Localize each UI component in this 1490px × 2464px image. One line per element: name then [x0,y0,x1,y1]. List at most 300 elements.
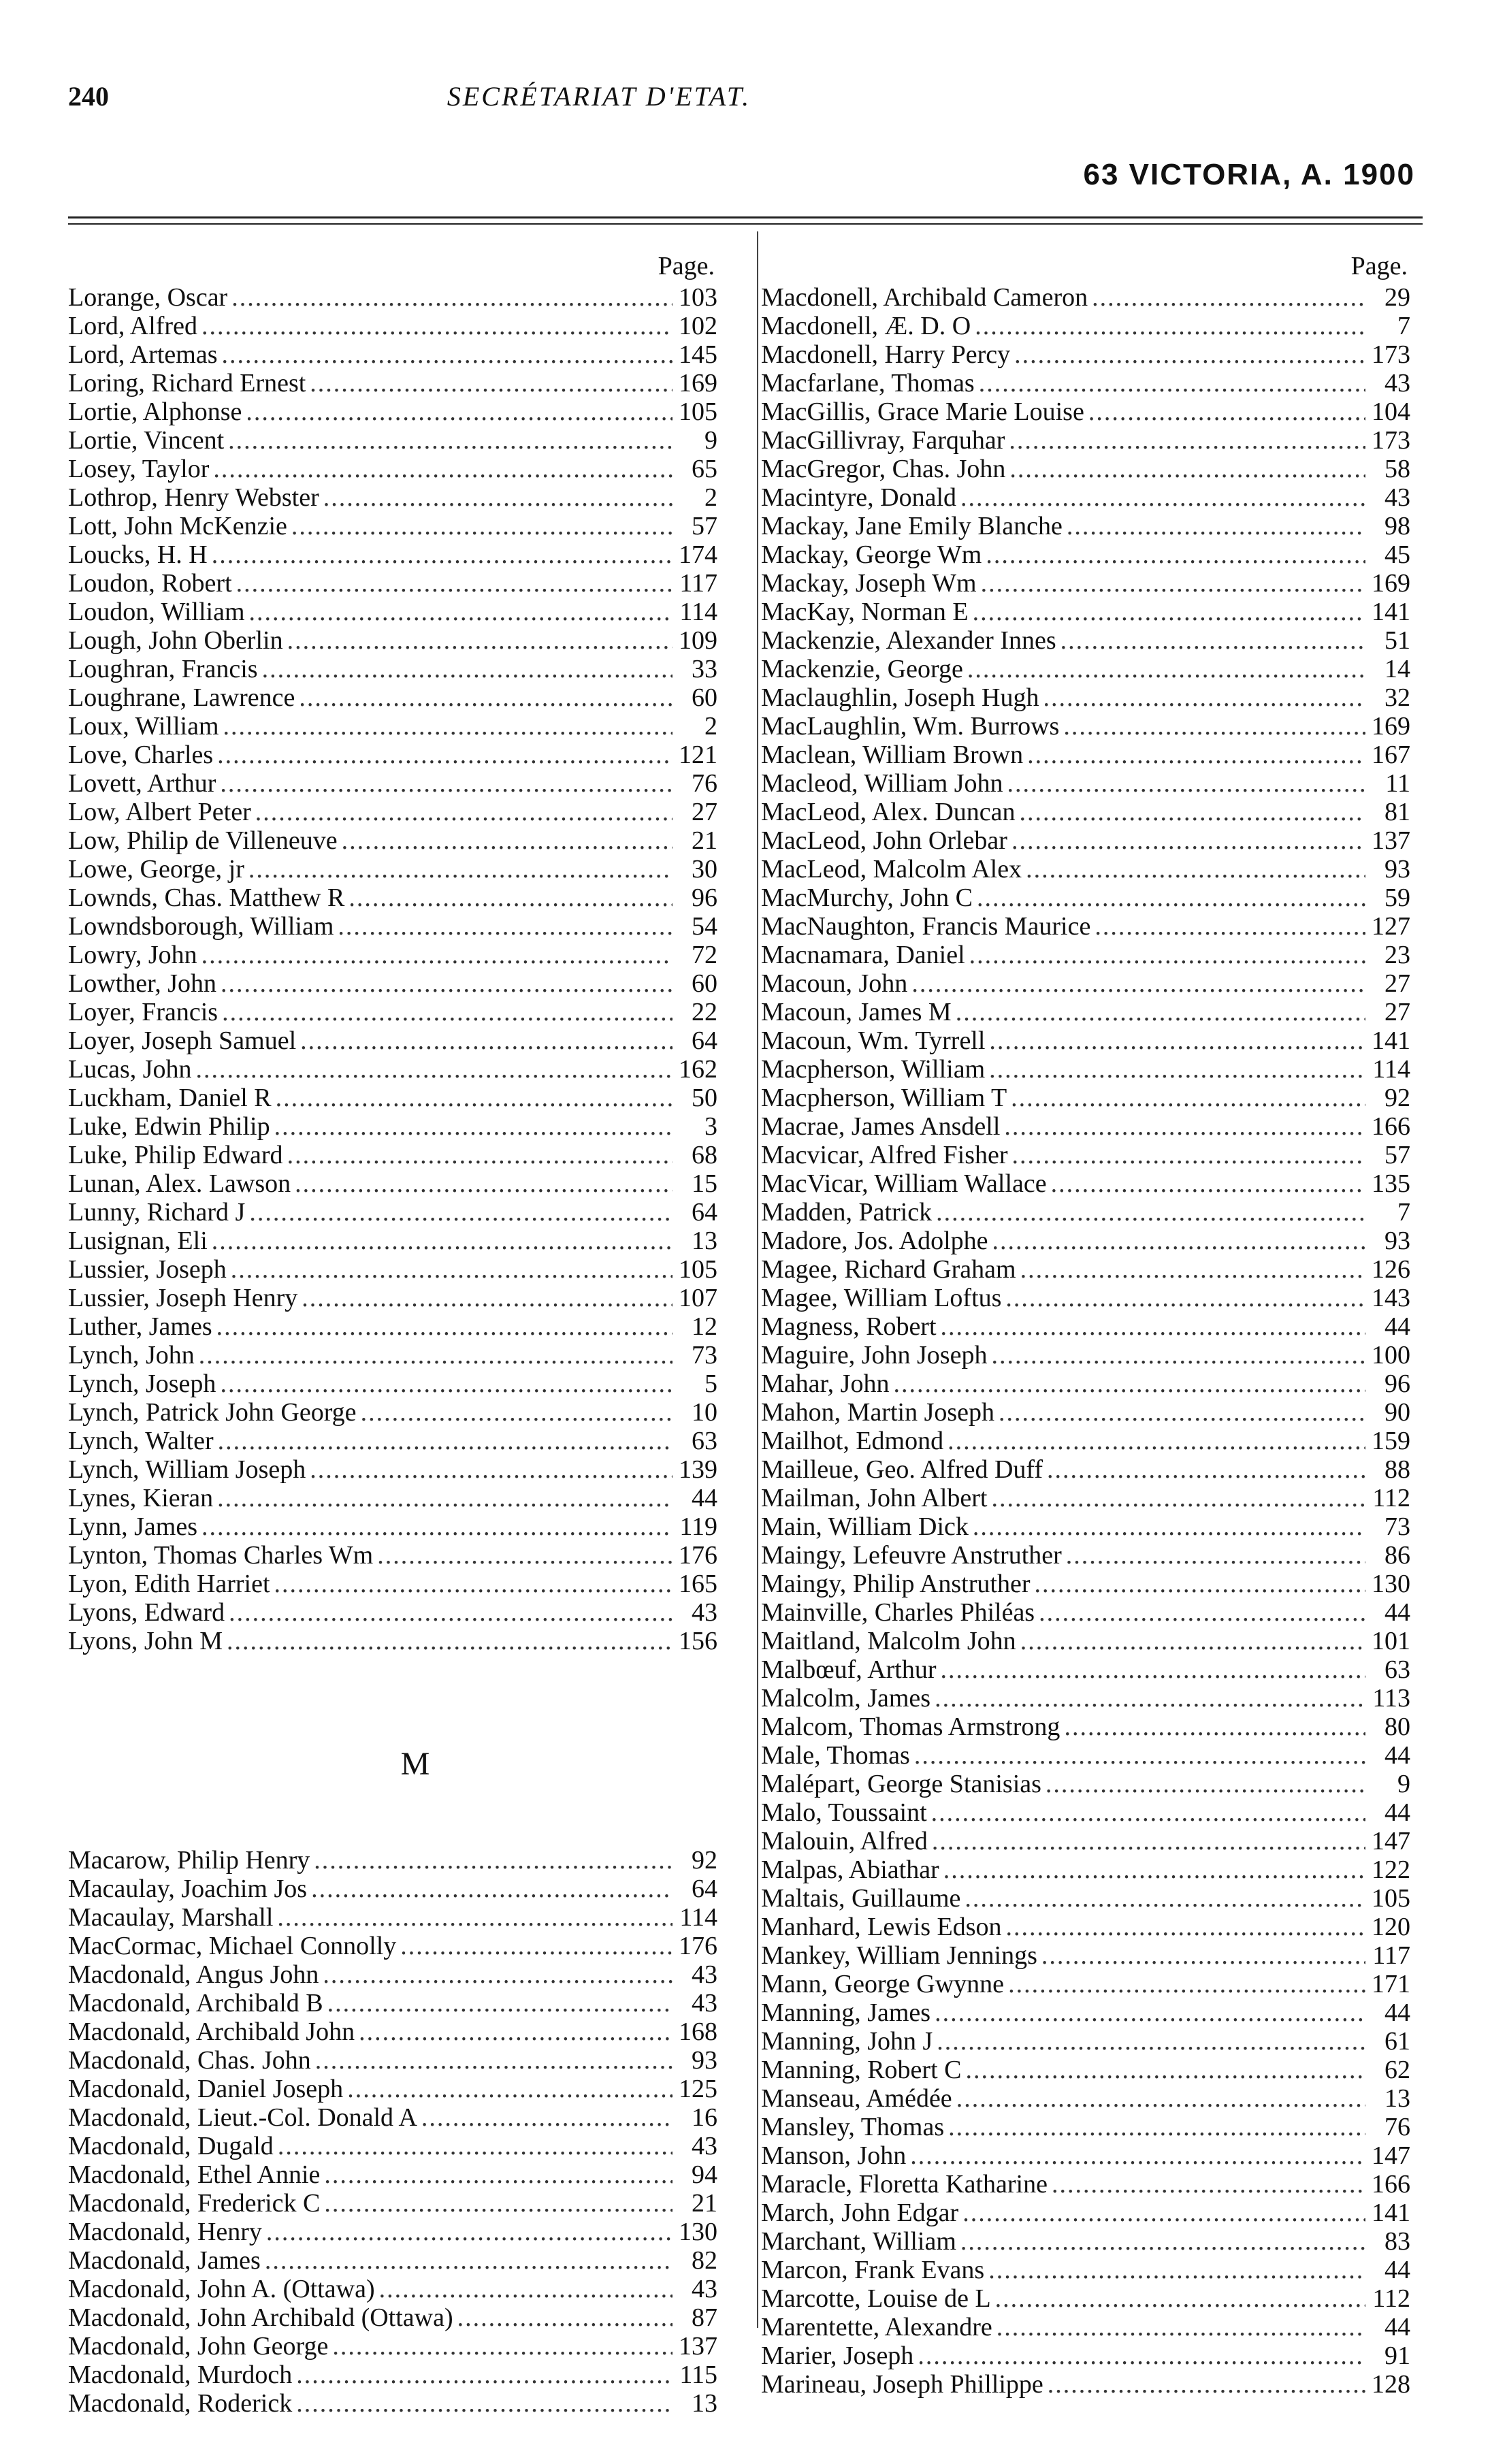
entry-name: Loudon, Robert [68,569,232,598]
entry-page-number: 27 [692,798,717,826]
entry-name: Luke, Philip Edward [68,1141,283,1169]
dot-leader [222,998,673,1026]
index-entry [761,1655,1414,1684]
index-entry [761,1084,1414,1112]
entry-name: Lott, John McKenzie [68,512,287,540]
index-entry [761,626,1414,655]
dot-leader [212,540,673,569]
entry-name: Lowndsborough, William [68,912,334,941]
entry-name: Lough, John Oberlin [68,626,283,655]
entry-name: Macoun, Wm. Tyrrell [761,1026,986,1055]
dot-leader [965,1884,1365,1913]
entry-page-number: 63 [1384,1655,1410,1684]
entry-page-number: 80 [1384,1713,1410,1741]
dot-leader [266,2218,673,2246]
index-entry [761,283,1414,312]
entry-name: Macarow, Philip Henry [68,1846,310,1875]
entry-page-number: 64 [692,1026,717,1055]
entry-page-number: 44 [1384,1998,1410,2027]
entry-page-number: 115 [679,2361,717,2389]
index-entry [761,1713,1414,1741]
entry-page-number: 167 [1372,741,1410,769]
index-entry [68,1960,722,1989]
entry-page-number: 171 [1372,1970,1410,1998]
entry-page-number: 130 [679,2218,717,2246]
entry-name: Malbœuf, Arthur [761,1655,937,1684]
index-entry [68,1512,722,1541]
entry-name: Macdonald, Daniel Joseph [68,2075,344,2103]
index-entry [761,483,1414,512]
entry-name: Malo, Toussaint [761,1798,927,1827]
index-entry [761,2284,1414,2313]
entry-name: Macoun, John [761,969,908,998]
entry-name: Macdonald, Archibald B [68,1989,323,2017]
dot-leader [400,1932,673,1960]
entry-name: Lusignan, Eli [68,1227,208,1255]
entry-page-number: 76 [692,769,717,798]
index-entry [761,1798,1414,1827]
entry-page-number: 120 [1372,1913,1410,1941]
dot-leader [324,2160,673,2189]
entry-page-number: 65 [692,455,717,483]
index-column-right [761,249,1414,2399]
entry-page-number: 9 [704,426,717,455]
entry-name: Macdonald, Angus John [68,1960,319,1989]
entry-page-number: 2 [704,483,717,512]
entry-name: Macdonald, John A. (Ottawa) [68,2275,375,2303]
index-entry [761,655,1414,683]
index-entry [68,1541,722,1570]
index-entry [761,1913,1414,1941]
entry-page-number: 103 [679,283,717,312]
dot-leader [302,1284,673,1312]
entry-page-number: 43 [692,1960,717,1989]
dot-leader [995,2284,1365,2313]
page-column-label: Page. [1350,252,1408,280]
index-entry [761,2256,1414,2284]
entry-name: Lowe, George, jr [68,855,244,884]
dot-leader [967,655,1365,683]
dot-leader [231,1255,673,1284]
index-entry [761,2370,1414,2399]
entry-name: Macrae, James Ansdell [761,1112,1001,1141]
entry-page-number: 117 [679,569,717,598]
index-entry [68,340,722,369]
entry-name: Mahar, John [761,1369,890,1398]
entry-page-number: 54 [692,912,717,941]
dot-leader [932,1827,1365,1855]
entry-page-number: 114 [1372,1055,1410,1084]
dot-leader [911,969,1365,998]
dot-leader [311,1875,673,1903]
dot-leader [361,1398,673,1427]
entry-name: Macdonald, John George [68,2332,329,2361]
dot-leader [1092,283,1365,312]
index-entry [761,1341,1414,1369]
entry-name: Macdonald, Ethel Annie [68,2160,321,2189]
entry-page-number: 165 [679,1570,717,1598]
index-entry [68,483,722,512]
dot-leader [1043,683,1365,712]
index-entry [68,1341,722,1369]
entry-name: Macdonald, Henry [68,2218,262,2246]
dot-leader [327,1989,673,2017]
index-list-l [68,283,722,1655]
entry-name: Mackenzie, George [761,655,963,683]
dot-leader [931,1798,1365,1827]
dot-leader [914,1741,1365,1770]
entry-page-number: 93 [692,2046,717,2075]
page-number: 240 [68,81,109,112]
dot-leader [229,1598,673,1627]
entry-name: Manson, John [761,2141,907,2170]
entry-page-number: 5 [704,1369,717,1398]
dot-leader [1009,455,1365,483]
entry-name: Lynch, Walter [68,1427,214,1455]
index-entry [761,1227,1414,1255]
entry-name: Loughrane, Lawrence [68,683,295,712]
dot-leader [936,1198,1365,1227]
index-entry [68,1255,722,1284]
entry-page-number: 96 [692,884,717,912]
index-entry [761,741,1414,769]
dot-leader [1041,1941,1365,1970]
entry-name: Mann, George Gwynne [761,1970,1005,1998]
index-entry [761,941,1414,969]
index-entry [68,2332,722,2361]
index-entry [761,1369,1414,1398]
entry-name: Lyons, John M [68,1627,223,1655]
entry-page-number: 9 [1397,1770,1410,1798]
entry-page-number: 33 [692,655,717,683]
entry-page-number: 64 [692,1198,717,1227]
index-entry [761,2170,1414,2199]
entry-name: Loux, William [68,712,219,741]
index-list-right [761,283,1414,2399]
index-entry [761,1741,1414,1770]
index-entry [761,1312,1414,1341]
entry-name: Macnamara, Daniel [761,941,965,969]
index-entry [761,884,1414,912]
entry-page-number: 145 [679,340,717,369]
index-entry [761,1998,1414,2027]
dot-leader [262,655,673,683]
entry-page-number: 91 [1384,2341,1410,2370]
entry-name: Loring, Richard Ernest [68,369,306,398]
running-title: SECRÉTARIAT D'ETAT. [447,81,751,112]
dot-leader [1034,1570,1365,1598]
index-entry [761,1884,1414,1913]
dot-leader [1095,912,1365,941]
entry-name: March, John Edgar [761,2199,959,2227]
index-entry [761,426,1414,455]
entry-name: Macaulay, Joachim Jos [68,1875,308,1903]
entry-name: Lynch, William Joseph [68,1455,306,1484]
dot-leader [287,1141,673,1169]
index-entry [68,1227,722,1255]
index-entry [761,1255,1414,1284]
index-entry [68,2361,722,2389]
entry-name: Lynton, Thomas Charles Wm [68,1541,374,1570]
index-entry [761,855,1414,884]
entry-page-number: 126 [1372,1255,1410,1284]
dot-leader [1048,2370,1365,2399]
dot-leader [228,426,673,455]
entry-name: MacLeod, Malcolm Alex [761,855,1022,884]
index-entry [761,1427,1414,1455]
entry-name: Maguire, John Joseph [761,1341,988,1369]
entry-page-number: 44 [1384,2256,1410,2284]
entry-name: Manning, James [761,1998,931,2027]
index-entry [761,2341,1414,2370]
index-list-m [68,1846,722,2418]
entry-name: Macdonald, Chas. John [68,2046,311,2075]
entry-page-number: 156 [679,1627,717,1655]
dot-leader [296,2389,673,2418]
entry-name: Magee, William Loftus [761,1284,1002,1312]
dot-leader [359,2017,673,2046]
dot-leader [1004,1112,1365,1141]
entry-name: Maclean, William Brown [761,741,1024,769]
dot-leader [969,941,1365,969]
index-entry [761,1026,1414,1055]
entry-name: Marcon, Frank Evans [761,2256,985,2284]
entry-page-number: 3 [704,1112,717,1141]
index-entry [761,340,1414,369]
dot-leader [265,2246,673,2275]
entry-page-number: 11 [1385,769,1410,798]
entry-page-number: 64 [692,1875,717,1903]
entry-name: Lownds, Chas. Matthew R [68,884,345,912]
dot-leader [1027,741,1365,769]
dot-leader [274,1112,673,1141]
entry-page-number: 73 [1384,1512,1410,1541]
index-entry [68,912,722,941]
page-column-label: Page. [658,252,715,280]
index-entry [68,626,722,655]
index-entry [761,2056,1414,2084]
index-entry [68,1084,722,1112]
entry-page-number: 173 [1372,340,1410,369]
entry-page-number: 43 [692,2275,717,2303]
index-entry [68,1398,722,1427]
dot-leader [965,2056,1365,2084]
entry-page-number: 44 [1384,1312,1410,1341]
dot-leader [977,884,1365,912]
index-entry [761,2313,1414,2341]
dot-leader [246,398,673,426]
index-entry [68,1312,722,1341]
dot-leader [1009,426,1365,455]
entry-name: Lynch, Joseph [68,1369,216,1398]
entry-name: Lord, Artemas [68,340,218,369]
dot-leader [1039,1598,1365,1627]
index-entry [68,2132,722,2160]
entry-name: Madore, Jos. Adolphe [761,1227,988,1255]
entry-name: Lovett, Arthur [68,769,216,798]
index-entry [68,369,722,398]
dot-leader [1026,855,1365,884]
index-entry [761,1970,1414,1998]
dot-leader [323,483,673,512]
index-entry [68,2103,722,2132]
entry-page-number: 119 [679,1512,717,1541]
index-entry [68,1112,722,1141]
entry-name: Marentette, Alexandre [761,2313,992,2341]
dot-leader [1063,712,1365,741]
entry-page-number: 141 [1372,598,1410,626]
entry-name: Maingy, Lefeuvre Anstruther [761,1541,1062,1570]
index-entry [68,512,722,540]
entry-name: MacVicar, William Wallace [761,1169,1047,1198]
entry-page-number: 13 [692,1227,717,1255]
entry-page-number: 50 [692,1084,717,1112]
index-entry [761,598,1414,626]
entry-page-number: 32 [1384,683,1410,712]
entry-name: Lortie, Vincent [68,426,225,455]
index-entry [68,312,722,340]
entry-name: Madden, Patrick [761,1198,933,1227]
entry-page-number: 7 [1397,312,1410,340]
entry-name: Macaulay, Marshall [68,1903,274,1932]
entry-name: Male, Thomas [761,1741,910,1770]
dot-leader [1046,1770,1365,1798]
dot-leader [1011,826,1365,855]
dot-leader [941,1312,1365,1341]
entry-page-number: 22 [692,998,717,1026]
entry-page-number: 147 [1372,1827,1410,1855]
index-entry [761,540,1414,569]
index-entry [68,1627,722,1655]
dot-leader [973,1512,1365,1541]
entry-name: Loudon, William [68,598,245,626]
entry-name: Mackay, George Wm [761,540,982,569]
entry-page-number: 13 [1384,2084,1410,2113]
entry-page-number: 107 [679,1284,717,1312]
entry-name: Macdonald, Archibald John [68,2017,355,2046]
entry-name: Magness, Robert [761,1312,937,1341]
dot-leader [948,1427,1365,1455]
entry-page-number: 44 [1384,2313,1410,2341]
index-entry [761,1398,1414,1427]
entry-name: Mackay, Jane Emily Blanche [761,512,1063,540]
entry-page-number: 109 [679,626,717,655]
dot-leader [323,1960,673,1989]
entry-name: Macoun, James M [761,998,952,1026]
dot-leader [277,1903,673,1932]
entry-page-number: 14 [1384,655,1410,683]
dot-leader [332,2332,673,2361]
index-entry [68,884,722,912]
entry-name: Macdonald, Murdoch [68,2361,293,2389]
dot-leader [295,1169,673,1198]
dot-leader [377,1541,673,1570]
entry-page-number: 166 [1372,2170,1410,2199]
dot-leader [989,1026,1365,1055]
entry-page-number: 57 [692,512,717,540]
index-entry [68,1903,722,1932]
index-entry [68,1484,722,1512]
entry-page-number: 43 [692,1989,717,2017]
dot-leader [310,369,673,398]
index-entry [761,1598,1414,1627]
entry-name: Macdonell, Æ. D. O [761,312,971,340]
entry-name: Low, Philip de Villeneuve [68,826,338,855]
entry-name: Macpherson, William [761,1055,986,1084]
entry-page-number: 105 [679,1255,717,1284]
entry-page-number: 105 [1372,1884,1410,1913]
entry-name: Losey, Taylor [68,455,210,483]
index-entry [761,1112,1414,1141]
entry-page-number: 27 [1384,998,1410,1026]
dot-leader [196,1055,673,1084]
index-entry [761,1855,1414,1884]
entry-page-number: 87 [692,2303,717,2332]
entry-page-number: 51 [1384,626,1410,655]
dot-leader [310,1455,673,1484]
entry-name: Macdonald, Frederick C [68,2189,321,2218]
dot-leader [999,1398,1365,1427]
index-entry [761,455,1414,483]
header-rule-top [68,216,1423,218]
dot-leader [956,998,1365,1026]
dot-leader [918,2341,1365,2370]
entry-page-number: 16 [692,2103,717,2132]
dot-leader [276,1084,673,1112]
index-entry [68,1455,722,1484]
entry-page-number: 81 [1384,798,1410,826]
dot-leader [201,312,673,340]
entry-page-number: 128 [1372,2370,1410,2399]
dot-leader [217,1484,673,1512]
entry-page-number: 168 [679,2017,717,2046]
entry-page-number: 15 [692,1169,717,1198]
entry-name: Luke, Edwin Philip [68,1112,270,1141]
entry-page-number: 141 [1372,2199,1410,2227]
entry-page-number: 93 [1384,1227,1410,1255]
index-entry [761,2141,1414,2170]
entry-name: MacGregor, Chas. John [761,455,1006,483]
dot-leader [227,1627,673,1655]
dot-leader [314,1846,673,1875]
column-divider [757,231,758,2328]
dot-leader [960,2227,1365,2256]
entry-page-number: 43 [1384,483,1410,512]
entry-name: MacCormac, Michael Connolly [68,1932,397,1960]
entry-name: Lord, Alfred [68,312,197,340]
index-entry [68,1055,722,1084]
dot-leader [937,2027,1365,2056]
dot-leader [216,1312,673,1341]
dot-leader [1064,1713,1365,1741]
dot-leader [1067,512,1365,540]
entry-page-number: 173 [1372,426,1410,455]
entry-name: Mankey, William Jennings [761,1941,1037,1970]
entry-page-number: 7 [1397,1198,1410,1227]
dot-leader [220,769,673,798]
index-entry [68,455,722,483]
index-entry [68,1875,722,1903]
entry-page-number: 68 [692,1141,717,1169]
dot-leader [220,1369,673,1398]
index-entry [761,2227,1414,2256]
dot-leader [421,2103,673,2132]
index-entry [68,655,722,683]
entry-page-number: 137 [1372,826,1410,855]
dot-leader [296,2361,673,2389]
entry-page-number: 92 [692,1846,717,1875]
dot-leader [231,283,673,312]
